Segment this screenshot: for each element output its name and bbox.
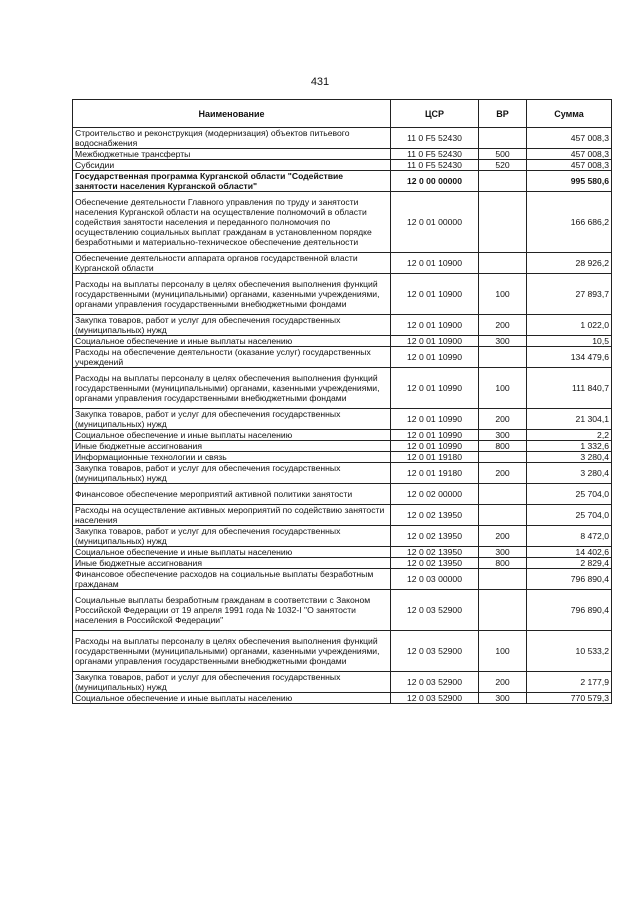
cell-sum: 10 533,2 (527, 631, 612, 672)
table-row (73, 128, 612, 149)
cell-name: Расходы на выплаты персоналу в целях обеспечения выполнения функций государственными (муниципальными) органами, казенными учреждениями, органами управления государственными внебюджетными фондами (73, 631, 391, 672)
cell-sum: 2 829,4 (527, 558, 612, 569)
cell-vr: 800 (479, 441, 527, 452)
cell-sum: 3 280,4 (527, 452, 612, 463)
cell-sum: 134 479,6 (527, 347, 612, 368)
cell-csr: 11 0 F5 52430 (391, 160, 479, 171)
cell-vr (479, 590, 527, 631)
cell-csr: 12 0 03 52900 (391, 693, 479, 704)
table-row (73, 505, 612, 526)
cell-sum: 2,2 (527, 430, 612, 441)
cell-vr: 300 (479, 430, 527, 441)
table-row (73, 569, 612, 590)
cell-name: Закупка товаров, работ и услуг для обеспечения государственных (муниципальных) нужд (73, 526, 391, 547)
cell-csr: 12 0 02 13950 (391, 547, 479, 558)
cell-sum: 3 280,4 (527, 463, 612, 484)
cell-vr: 300 (479, 547, 527, 558)
cell-vr (479, 128, 527, 149)
cell-csr: 12 0 02 13950 (391, 505, 479, 526)
cell-csr: 12 0 01 10900 (391, 315, 479, 336)
cell-name: Расходы на осуществление активных мероприятий по содействию занятости населения (73, 505, 391, 526)
budget-table (72, 99, 612, 704)
cell-csr: 12 0 02 00000 (391, 484, 479, 505)
cell-vr: 520 (479, 160, 527, 171)
cell-vr: 500 (479, 149, 527, 160)
header-sum: Сумма (527, 100, 612, 128)
table-row (73, 192, 612, 253)
cell-name: Межбюджетные трансферты (73, 149, 391, 160)
cell-name: Государственная программа Курганской области "Содействие занятости населения Курганской области" (73, 171, 391, 192)
cell-csr: 11 0 F5 52430 (391, 128, 479, 149)
cell-sum: 10,5 (527, 336, 612, 347)
cell-vr (479, 347, 527, 368)
cell-csr: 12 0 02 13950 (391, 526, 479, 547)
cell-name: Социальное обеспечение и иные выплаты населению (73, 336, 391, 347)
cell-csr: 12 0 03 00000 (391, 569, 479, 590)
cell-name: Обеспечение деятельности Главного управления по труду и занятости населения Курганской области на осуществление полномочий в области содействия занятости населения и переданного полномочия по осуществлению социальных выплат гражданам в установленном порядке безработными и материально-техническое обеспечение деятельности (73, 192, 391, 253)
table-row (73, 672, 612, 693)
table-body (73, 128, 612, 704)
cell-sum: 111 840,7 (527, 368, 612, 409)
header-vr: ВР (479, 100, 527, 128)
table-row (73, 368, 612, 409)
cell-vr: 200 (479, 315, 527, 336)
page-number: 431 (310, 76, 330, 88)
cell-name: Социальное обеспечение и иные выплаты населению (73, 430, 391, 441)
cell-sum: 166 686,2 (527, 192, 612, 253)
cell-sum: 21 304,1 (527, 409, 612, 430)
cell-vr: 100 (479, 631, 527, 672)
cell-vr: 200 (479, 672, 527, 693)
table-row (73, 347, 612, 368)
cell-sum: 27 893,7 (527, 274, 612, 315)
cell-name: Иные бюджетные ассигнования (73, 558, 391, 569)
cell-sum: 995 580,6 (527, 171, 612, 192)
cell-vr: 200 (479, 526, 527, 547)
cell-csr: 12 0 01 10990 (391, 347, 479, 368)
cell-csr: 12 0 03 52900 (391, 590, 479, 631)
table-row (73, 409, 612, 430)
cell-name: Строительство и реконструкция (модернизация) объектов питьевого водоснабжения (73, 128, 391, 149)
cell-vr (479, 452, 527, 463)
cell-sum: 25 704,0 (527, 505, 612, 526)
cell-csr: 11 0 F5 52430 (391, 149, 479, 160)
table-row (73, 160, 612, 171)
cell-name: Финансовое обеспечение мероприятий активной политики занятости (73, 484, 391, 505)
table-header-row (73, 100, 612, 128)
cell-csr: 12 0 01 10900 (391, 336, 479, 347)
cell-csr: 12 0 01 10900 (391, 253, 479, 274)
cell-csr: 12 0 02 13950 (391, 558, 479, 569)
table-row (73, 149, 612, 160)
cell-name: Закупка товаров, работ и услуг для обеспечения государственных (муниципальных) нужд (73, 672, 391, 693)
cell-sum: 1 022,0 (527, 315, 612, 336)
table-row (73, 463, 612, 484)
cell-name: Субсидии (73, 160, 391, 171)
cell-vr: 100 (479, 368, 527, 409)
cell-vr: 300 (479, 693, 527, 704)
cell-sum: 2 177,9 (527, 672, 612, 693)
table-row (73, 693, 612, 704)
cell-sum: 8 472,0 (527, 526, 612, 547)
cell-vr (479, 505, 527, 526)
cell-csr: 12 0 01 10900 (391, 274, 479, 315)
table-row (73, 452, 612, 463)
cell-vr (479, 569, 527, 590)
cell-csr: 12 0 01 00000 (391, 192, 479, 253)
cell-name: Финансовое обеспечение расходов на социальные выплаты безработным гражданам (73, 569, 391, 590)
table-row (73, 547, 612, 558)
table-row (73, 253, 612, 274)
cell-csr: 12 0 01 10990 (391, 441, 479, 452)
cell-name: Социальное обеспечение и иные выплаты населению (73, 547, 391, 558)
cell-name: Расходы на выплаты персоналу в целях обеспечения выполнения функций государственными (муниципальными) органами, казенными учреждениями, органами управления государственными внебюджетными фондами (73, 368, 391, 409)
cell-vr (479, 192, 527, 253)
cell-name: Закупка товаров, работ и услуг для обеспечения государственных (муниципальных) нужд (73, 409, 391, 430)
cell-sum: 14 402,6 (527, 547, 612, 558)
cell-name: Социальные выплаты безработным гражданам в соответствии с Законом Российской Федерации от 19 апреля 1991 года № 1032-I "О занятости населения в Российской Федерации" (73, 590, 391, 631)
cell-vr (479, 171, 527, 192)
cell-name: Расходы на выплаты персоналу в целях обеспечения выполнения функций государственными (муниципальными) органами, казенными учреждениями, органами управления государственными внебюджетными фондами (73, 274, 391, 315)
cell-vr: 100 (479, 274, 527, 315)
table-row (73, 631, 612, 672)
cell-vr (479, 253, 527, 274)
cell-sum: 1 332,6 (527, 441, 612, 452)
cell-sum: 25 704,0 (527, 484, 612, 505)
cell-sum: 796 890,4 (527, 590, 612, 631)
cell-vr: 300 (479, 336, 527, 347)
cell-vr (479, 484, 527, 505)
cell-csr: 12 0 00 00000 (391, 171, 479, 192)
table-row (73, 315, 612, 336)
cell-csr: 12 0 01 10990 (391, 368, 479, 409)
table-row (73, 336, 612, 347)
cell-name: Обеспечение деятельности аппарата органов государственной власти Курганской области (73, 253, 391, 274)
cell-csr: 12 0 03 52900 (391, 672, 479, 693)
cell-vr: 200 (479, 409, 527, 430)
cell-vr: 800 (479, 558, 527, 569)
table-row (73, 526, 612, 547)
cell-name: Закупка товаров, работ и услуг для обеспечения государственных (муниципальных) нужд (73, 463, 391, 484)
table-row (73, 274, 612, 315)
cell-name: Закупка товаров, работ и услуг для обеспечения государственных (муниципальных) нужд (73, 315, 391, 336)
table-row (73, 441, 612, 452)
cell-name: Иные бюджетные ассигнования (73, 441, 391, 452)
cell-sum: 457 008,3 (527, 160, 612, 171)
cell-name: Социальное обеспечение и иные выплаты населению (73, 693, 391, 704)
cell-name: Расходы на обеспечение деятельности (оказание услуг) государственных учреждений (73, 347, 391, 368)
header-name: Наименование (73, 100, 391, 128)
table-row (73, 171, 612, 192)
table-row (73, 484, 612, 505)
cell-csr: 12 0 01 19180 (391, 452, 479, 463)
cell-sum: 457 008,3 (527, 149, 612, 160)
header-csr: ЦСР (391, 100, 479, 128)
cell-csr: 12 0 01 10990 (391, 430, 479, 441)
table-row (73, 558, 612, 569)
cell-sum: 457 008,3 (527, 128, 612, 149)
cell-sum: 28 926,2 (527, 253, 612, 274)
table-row (73, 430, 612, 441)
cell-sum: 770 579,3 (527, 693, 612, 704)
cell-name: Информационные технологии и связь (73, 452, 391, 463)
cell-csr: 12 0 01 10990 (391, 409, 479, 430)
cell-sum: 796 890,4 (527, 569, 612, 590)
cell-csr: 12 0 03 52900 (391, 631, 479, 672)
table-row (73, 590, 612, 631)
cell-vr: 200 (479, 463, 527, 484)
cell-csr: 12 0 01 19180 (391, 463, 479, 484)
